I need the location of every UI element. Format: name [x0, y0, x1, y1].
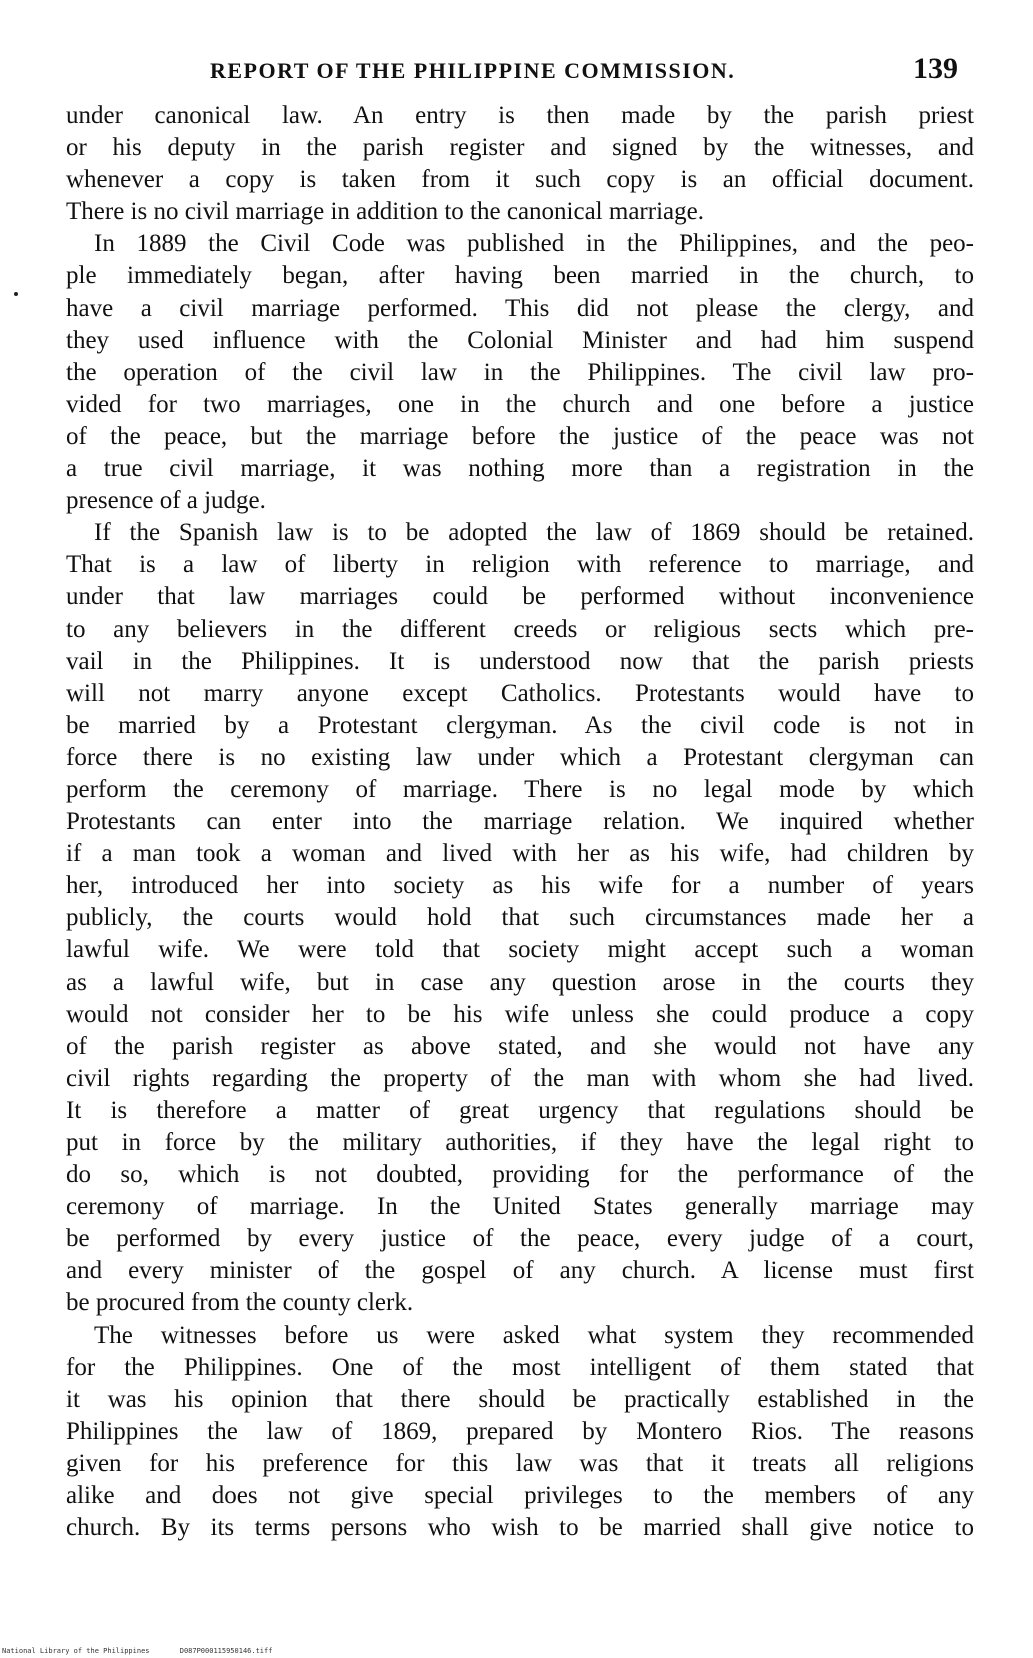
text-line: If the Spanish law is to be adopted the law of 1869 should be retained.: [94, 519, 974, 547]
text-line: under that law marriages could be performed without inconvenience: [66, 583, 974, 611]
text-line: will not marry anyone except Catholics. Protestants would have to: [66, 679, 974, 707]
text-line: It is therefore a matter of great urgency that regulations should be: [66, 1096, 974, 1124]
text-line: the operation of the civil law in the Philippines. The civil law pro-: [66, 358, 974, 386]
text-line: That is a law of liberty in religion with reference to marriage, and: [66, 551, 974, 579]
text-line: have a civil marriage performed. This did not please the clergy, and: [66, 294, 974, 322]
text-line: publicly, the courts would hold that such circumstances made her a: [66, 904, 974, 932]
footer-file-id: D087P000115950146.tiff: [179, 1647, 273, 1655]
running-head: REPORT OF THE PHILIPPINE COMMISSION.: [210, 58, 736, 83]
text-line: be married by a Protestant clergyman. As the civil code is not in: [66, 711, 974, 739]
text-line: be performed by every justice of the peace, every judge of a court,: [66, 1225, 974, 1253]
text-line: as a lawful wife, but in case any question arose in the courts they: [66, 968, 974, 996]
text-line: Philippines the law of 1869, prepared by Montero Rios. The reasons: [66, 1417, 974, 1445]
text-line: of the parish register as above stated, and she would not have any: [66, 1032, 974, 1060]
text-line: given for his preference for this law was that it treats all religions: [66, 1449, 974, 1477]
text-line: civil rights regarding the property of the man with whom she had lived.: [66, 1064, 974, 1092]
margin-mark: [14, 292, 18, 296]
page-number: 139: [913, 52, 958, 85]
text-line: of the peace, but the marriage before the justice of the peace was not: [66, 422, 974, 450]
text-line: ple immediately began, after having been married in the church, to: [66, 262, 974, 290]
footer-library: National Library of the Philippines: [2, 1647, 150, 1655]
text-line: lawful wife. We were told that society might accept such a woman: [66, 936, 974, 964]
text-line: would not consider her to be his wife unless she could produce a copy: [66, 1000, 974, 1028]
text-line: perform the ceremony of marriage. There is no legal mode by which: [66, 775, 974, 803]
text-line: ceremony of marriage. In the United States generally marriage may: [66, 1193, 974, 1221]
text-line: to any believers in the different creeds or religious sects which pre-: [66, 615, 974, 643]
text-line: The witnesses before us were asked what system they recommended: [94, 1321, 974, 1349]
text-line: There is no civil marriage in addition to the canonical marriage.: [66, 198, 704, 226]
text-line: or his deputy in the parish register and signed by the witnesses, and: [66, 134, 974, 162]
text-line: under canonical law. An entry is then made by the parish priest: [66, 102, 974, 129]
text-line: and every minister of the gospel of any church. A license must first: [66, 1257, 974, 1285]
body-text: [66, 100, 974, 1544]
page-header: [68, 52, 968, 92]
text-line: In 1889 the Civil Code was published in the Philippines, and the peo-: [94, 230, 974, 258]
text-line: vail in the Philippines. It is understood now that the parish priests: [66, 647, 974, 675]
text-line: a true civil marriage, it was nothing more than a registration in the: [66, 455, 974, 483]
text-line: be procured from the county clerk.: [66, 1289, 414, 1317]
text-line: it was his opinion that there should be practically established in the: [66, 1385, 974, 1413]
text-line: put in force by the military authorities, if they have the legal right to: [66, 1129, 974, 1156]
scan-footer: [2, 1647, 298, 1655]
text-line: vided for two marriages, one in the church and one before a justice: [66, 390, 974, 418]
text-line: force there is no existing law under which a Protestant clergyman can: [66, 743, 974, 771]
text-line: they used influence with the Colonial Minister and had him suspend: [66, 326, 974, 354]
text-line: her, introduced her into society as his wife for a number of years: [66, 872, 974, 900]
text-line: whenever a copy is taken from it such copy is an official document.: [66, 166, 974, 194]
text-line: do so, which is not doubted, providing for the performance of the: [66, 1161, 974, 1189]
text-line: alike and does not give special privileges to the members of any: [66, 1482, 974, 1510]
text-line: church. By its terms persons who wish to be married shall give notice to: [66, 1514, 974, 1542]
text-line: for the Philippines. One of the most intelligent of them stated that: [66, 1353, 974, 1381]
text-line: presence of a judge.: [66, 487, 266, 515]
text-line: Protestants can enter into the marriage relation. We inquired whether: [66, 808, 974, 836]
text-line: if a man took a woman and lived with her as his wife, had children by: [66, 840, 974, 868]
